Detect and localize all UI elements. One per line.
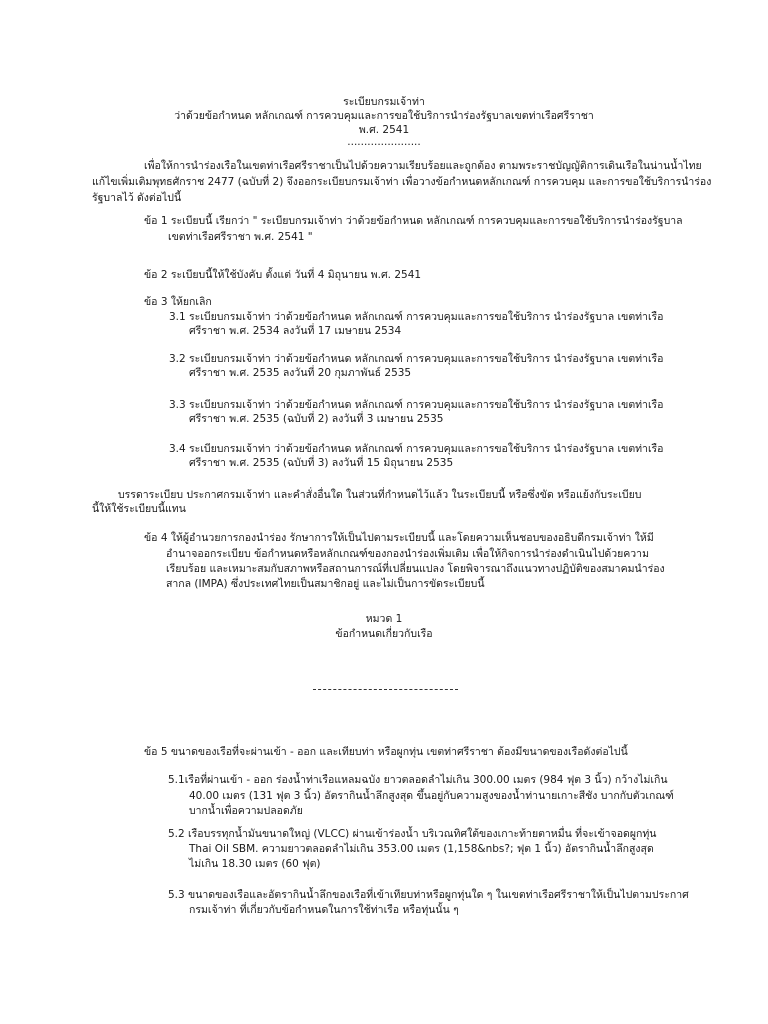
clause-3-heading: ข้อ 3 ให้ยกเลิก [144,296,212,308]
clause-3-3-line-1: 3.3 ระเบียบกรมเจ้าท่า ว่าด้วยข้อกำหนด หลักเกณฑ์ การควบคุมและการขอใช้บริการ นำร่องรัฐบาล เขตท่าเรือ [169,399,664,411]
clause-4-line-1: ข้อ 4 ให้ผู้อำนวยการกองนำร่อง รักษาการให้เป็นไปตามระเบียบนี้ และโดยความเห็นชอบของอธิบดีกรมเจ้าท่า ให้มี [144,532,654,544]
clause-5-1-line-1: 5.1เรือที่ผ่านเข้า - ออก ร่องน้ำท่าเรือแหลมฉบัง ยาวตลอดลำไม่เกิน 300.00 เมตร (984 ฟุต 3 นิ้ว) กว้างไม่เกิน [168,774,668,786]
preamble-line-3: รัฐบาลไว้ ดังต่อไปนี้ [92,192,182,204]
clause-5-2-line-3: ไม่เกิน 18.30 เมตร (60 ฟุต) [189,858,321,870]
section-divider [313,689,458,690]
repeal-note-line-2: นี้ให้ใช้ระเบียบนี้แทน [92,503,186,515]
clause-3-1-line-1: 3.1 ระเบียบกรมเจ้าท่า ว่าด้วยข้อกำหนด หลักเกณฑ์ การควบคุมและการขอใช้บริการ นำร่องรัฐบาล เขตท่าเรือ [169,311,664,323]
clause-3-1-line-2: ศรีราชา พ.ศ. 2534 ลงวันที่ 17 เมษายน 2534 [189,325,402,337]
clause-5-2-line-1: 5.2 เรือบรรทุกน้ำมันขนาดใหญ่ (VLCC) ผ่านเข้าร่องน้ำ บริเวณทิศใต้ของเกาะท้ายตาหมื่น ที่จะเข้าจอดผูกทุ่น [168,828,657,840]
clause-4-line-4: สากล (IMPA) ซึ่งประเทศไทยเป็นสมาชิกอยู่ และไม่เป็นการขัดระเบียบนี้ [166,578,485,590]
title-line-1: ระเบียบกรมเจ้าท่า [343,96,425,108]
title-line-2: ว่าด้วยข้อกำหนด หลักเกณฑ์ การควบคุมและการขอใช้บริการนำร่องรัฐบาลเขตท่าเรือศรีราชา [174,110,594,122]
preamble-line-2: แก้ไขเพิ่มเติมพุทธศักราช 2477 (ฉบับที่ 2) จึงออกระเบียบกรมเจ้าท่า เพื่อวางข้อกำหนดหลักเกณฑ์ การควบคุม และการขอใช้บริการนำร่อง [92,176,712,188]
clause-3-4-line-1: 3.4 ระเบียบกรมเจ้าท่า ว่าด้วยข้อกำหนด หลักเกณฑ์ การควบคุมและการขอใช้บริการ นำร่องรัฐบาล เขตท่าเรือ [169,443,664,455]
clause-3-2-line-2: ศรีราชา พ.ศ. 2535 ลงวันที่ 20 กุมภาพันธ์ 2535 [189,367,412,379]
clause-1-line-1: ข้อ 1 ระเบียบนี้ เรียกว่า " ระเบียบกรมเจ้าท่า ว่าด้วยข้อกำหนด หลักเกณฑ์ การควบคุมและการขอใช้บริการนำร่องรัฐบาล [144,215,683,227]
clause-5-heading: ข้อ 5 ขนาดของเรือที่จะผ่านเข้า - ออก และเทียบท่า หรือผูกทุ่น เขตท่าศรีราชา ต้องมีขนาดของเรือดังต่อไปนี้ [144,746,628,758]
chapter-number: หมวด 1 [365,613,403,625]
chapter-title: ข้อกำหนดเกี่ยวกับเรือ [335,628,433,640]
repeal-note-line-1: บรรดาระเบียบ ประกาศกรมเจ้าท่า และคำสั่งอื่นใด ในส่วนที่กำหนดไว้แล้ว ในระเบียบนี้ หรือซึ่งขัด หรือแย้งกับระเบียบ [118,489,642,501]
clause-2: ข้อ 2 ระเบียบนี้ให้ใช้บังคับ ตั้งแต่ วันที่ 4 มิถุนายน พ.ศ. 2541 [144,269,422,281]
clause-5-3-line-1: 5.3 ขนาดของเรือและอัตรากินน้ำลึกของเรือที่เข้าเทียบท่าหรือผูกทุ่นใด ๆ ในเขตท่าเรือศรีราชาให้เป็นไปตามประกาศ [168,889,689,901]
clause-3-2-line-1: 3.2 ระเบียบกรมเจ้าท่า ว่าด้วยข้อกำหนด หลักเกณฑ์ การควบคุมและการขอใช้บริการ นำร่องรัฐบาล เขตท่าเรือ [169,353,664,365]
clause-4-line-2: อำนาจออกระเบียบ ข้อกำหนดหรือหลักเกณฑ์ของกองนำร่องเพิ่มเติม เพื่อให้กิจการนำร่องดำเนินไปด้วยความ [166,548,649,560]
clause-4-line-3: เรียบร้อย และเหมาะสมกับสภาพหรือสถานการณ์ที่เปลี่ยนแปลง โดยพิจารณาถึงแนวทางปฏิบัติของสมาคมนำร่อง [166,563,665,575]
title-line-3: พ.ศ. 2541 [358,124,410,136]
clause-5-2-line-2: Thai Oil SBM. ความยาวตลอดลำไม่เกิน 353.00 เมตร (1,158&nbs?; ฟุต 1 นิ้ว) อัตรากินน้ำลึกสูงสุด [189,843,654,855]
clause-3-4-line-2: ศรีราชา พ.ศ. 2535 (ฉบับที่ 3) ลงวันที่ 15 มิถุนายน 2535 [189,457,454,469]
preamble-line-1: เพื่อให้การนำร่องเรือในเขตท่าเรือศรีราชาเป็นไปด้วยความเรียบร้อยและถูกต้อง ตามพระราชบัญญัติการเดินเรือในน่านน้ำไทย [144,160,702,172]
clause-5-1-line-2: 40.00 เมตร (131 ฟุต 3 นิ้ว) อัตรากินน้ำลึกสูงสุด ขึ้นอยู่กับความสูงของน้ำท่านายเกาะสีชัง บากกับตัวเกณฑ์ [189,790,674,802]
clause-5-1-line-3: บากน้ำเพื่อความปลอดภัย [189,805,303,817]
title-dots: ...................... [347,136,421,148]
clause-5-3-line-2: กรมเจ้าท่า ที่เกี่ยวกับข้อกำหนดในการใช้ท่าเรือ หรือทุ่นนั้น ๆ [189,904,459,916]
clause-1-line-2: เขตท่าเรือศรีราชา พ.ศ. 2541 " [168,231,313,243]
clause-3-3-line-2: ศรีราชา พ.ศ. 2535 (ฉบับที่ 2) ลงวันที่ 3 เมษายน 2535 [189,413,444,425]
